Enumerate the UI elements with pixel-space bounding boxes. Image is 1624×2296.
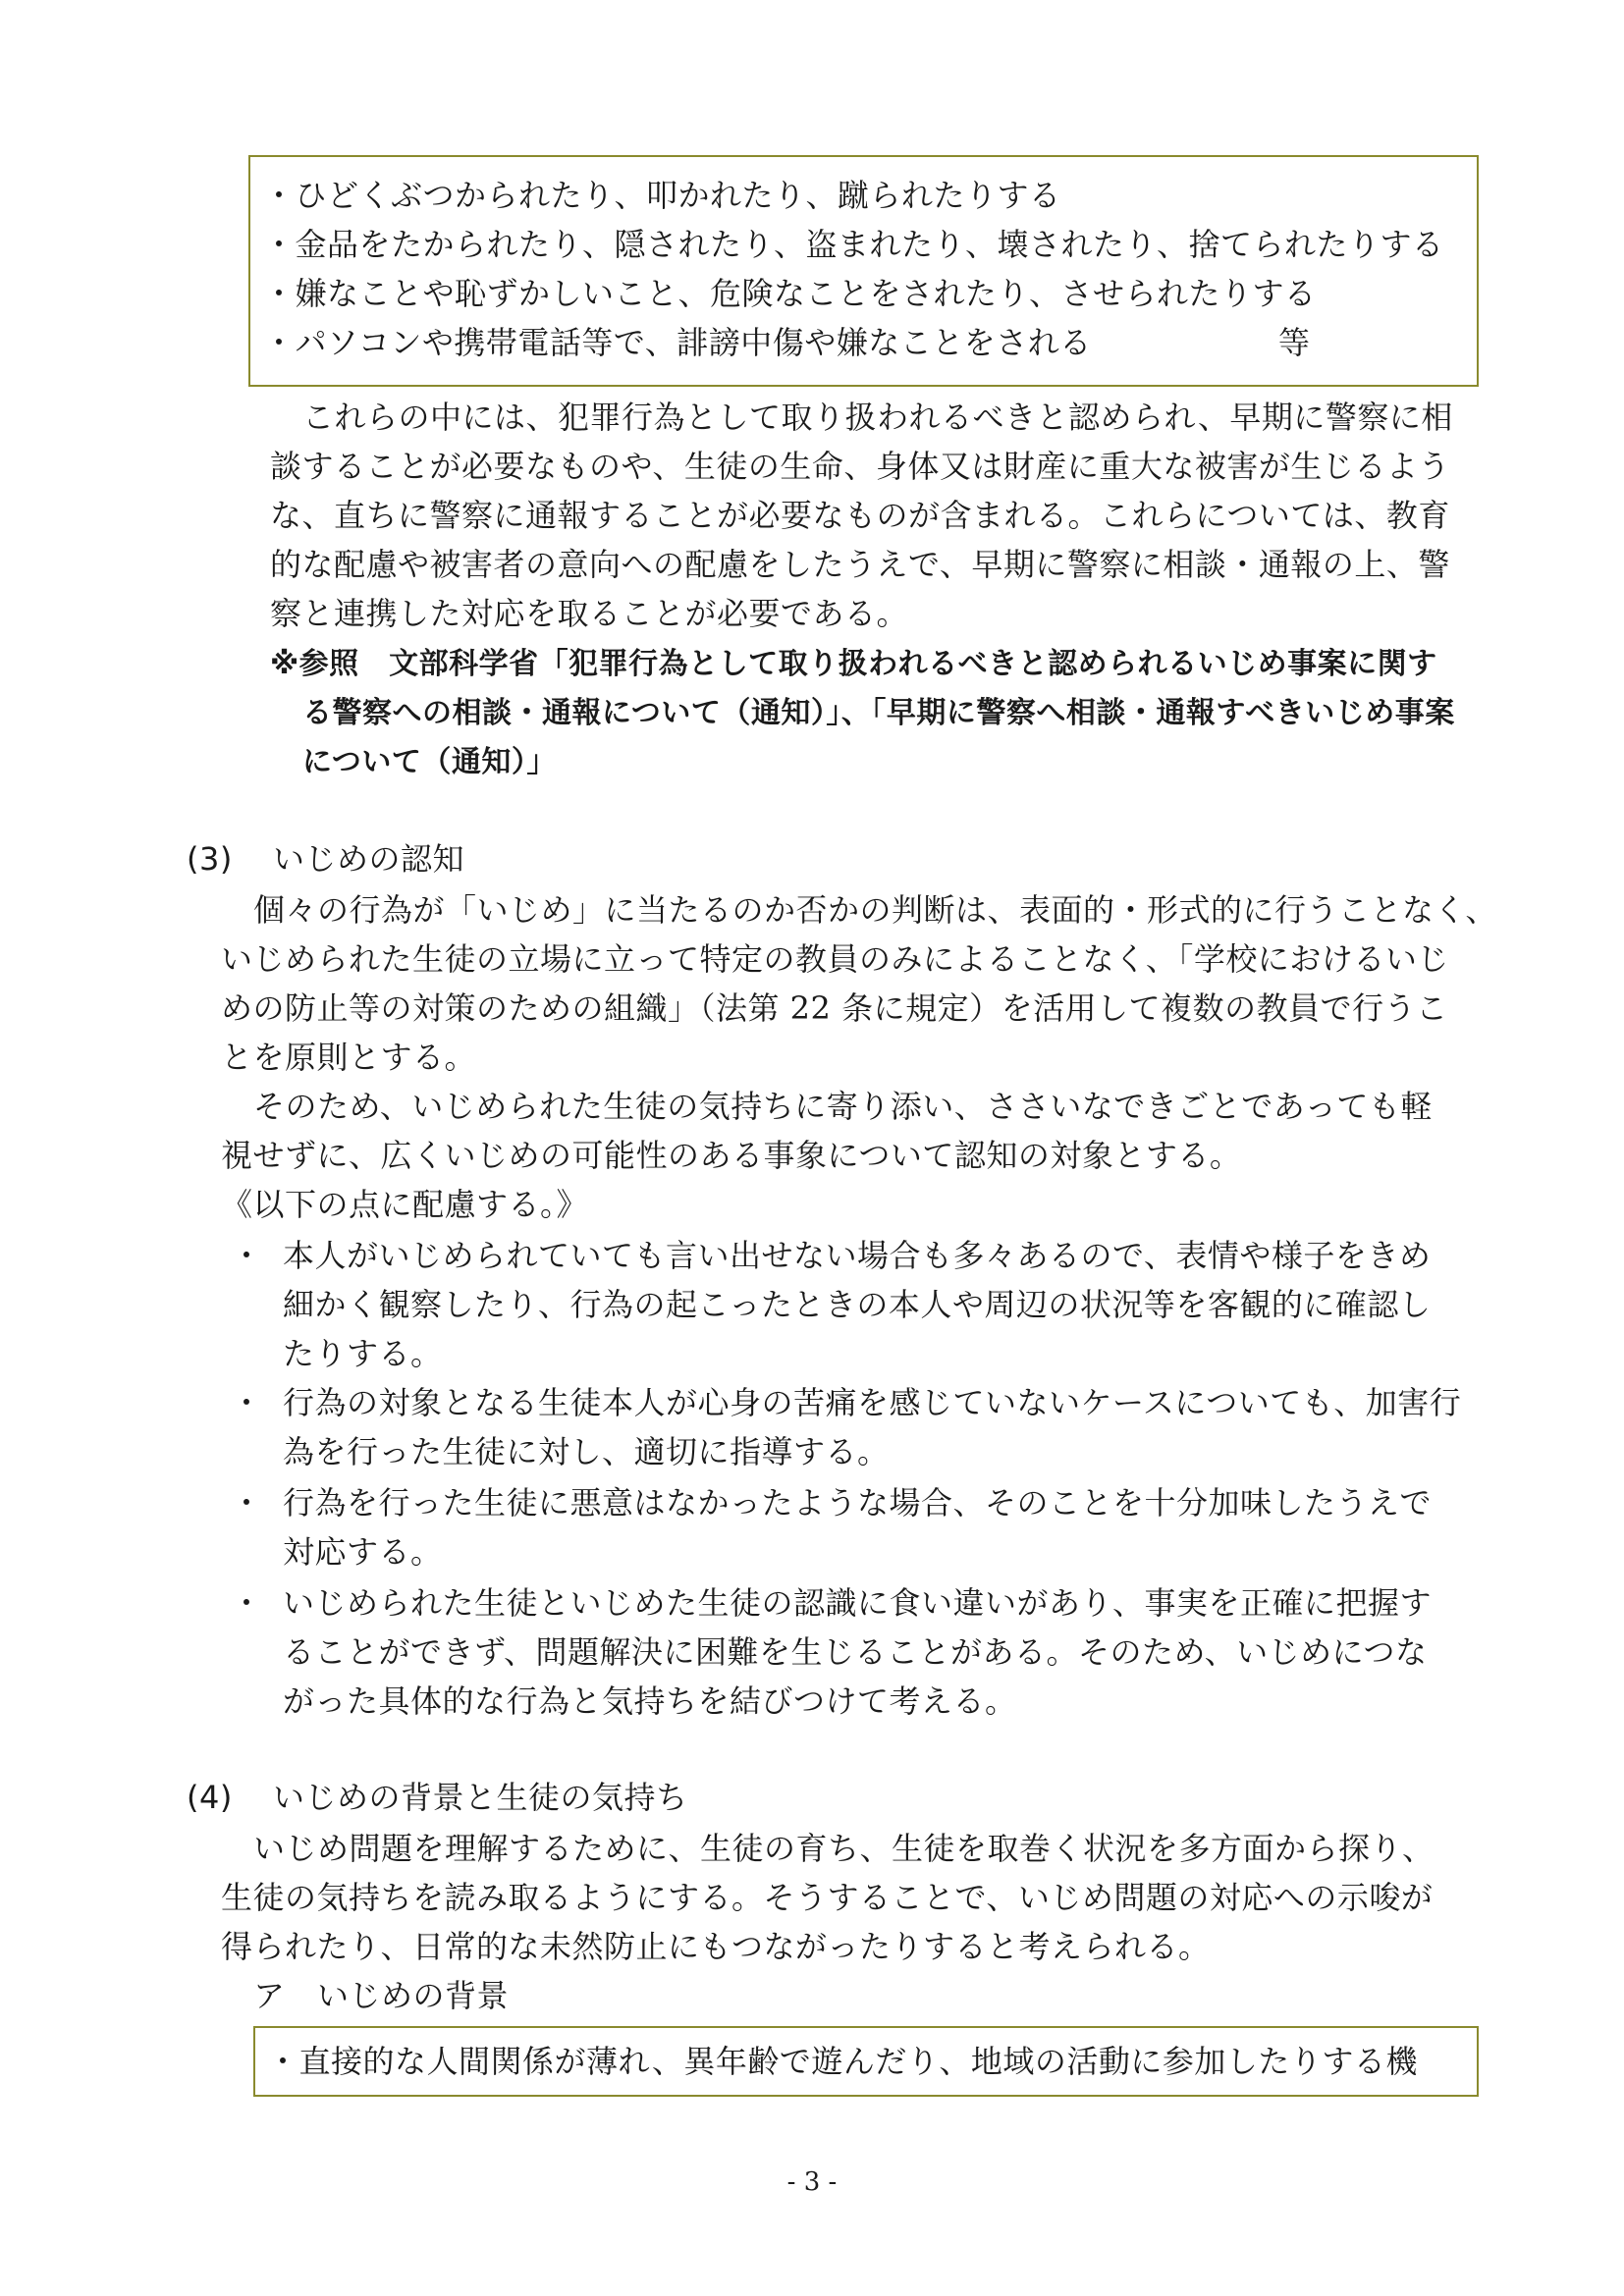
bullet-line: いじめられた生徒といじめた生徒の認識に食い違いがあり、事実を正確に把握す — [283, 1584, 1433, 1622]
reference-line: について（通知）」 — [302, 745, 557, 779]
bullet-marker: ・ — [231, 1584, 263, 1622]
bullet-line: ることができず、問題解決に困難を生じることがある。そのため、いじめにつな — [283, 1633, 1428, 1671]
body-line: 的な配慮や被害者の意向への配慮をしたうえで、早期に警察に相談・通報の上、警 — [270, 546, 1450, 583]
bullet-line: 行為を行った生徒に悪意はなかったような場合、そのことを十分加味したうえで — [283, 1484, 1433, 1522]
section-number: (3) — [187, 840, 233, 878]
body-line: めの防止等の対策のための組織」（法第 22 条に規定）を活用して複数の教員で行うこ — [221, 989, 1448, 1027]
box-item: ・直接的な人間関係が薄れ、異年齢で遊んだり、地域の活動に参加したりする機 — [267, 2043, 1418, 2080]
body-line: これらの中には、犯罪行為として取り扱われるべきと認められ、早期に警察に相 — [302, 399, 1453, 436]
section-title: いじめの背景と生徒の気持ち — [273, 1779, 688, 1816]
body-line: 得られたり、日常的な未然防止にもつながったりすると考えられる。 — [221, 1928, 1211, 1965]
section-number: (4) — [187, 1779, 233, 1816]
bullet-marker: ・ — [231, 1384, 263, 1421]
body-line: 視せずに、広くいじめの可能性のある事象について認知の対象とする。 — [221, 1137, 1242, 1174]
body-line: そのため、いじめられた生徒の気持ちに寄り添い、ささいなできごとであっても軽 — [253, 1088, 1433, 1125]
body-line: 生徒の気持ちを読み取るようにする。そうすることで、いじめ問題の対応への示唆が — [221, 1879, 1434, 1916]
bullet-marker: ・ — [231, 1237, 263, 1274]
body-line: 談することが必要なものや、生徒の生命、身体又は財産に重大な被害が生じるよう — [270, 448, 1450, 485]
box-item: ・金品をたかられたり、隠されたり、盗まれたり、壊されたり、捨てられたりする — [263, 226, 1444, 263]
bullet-line: 細かく観察したり、行為の起こったときの本人や周辺の状況等を客観的に確認し — [283, 1286, 1432, 1323]
bullet-line: 対応する。 — [283, 1533, 443, 1571]
note-line: 《以下の点に配慮する。》 — [221, 1186, 589, 1223]
bullet-line: がった具体的な行為と気持ちを結びつけて考える。 — [283, 1682, 1017, 1720]
reference-line: ※参照 文部科学省「犯罪行為として取り扱われるべきと認められるいじめ事案に関す — [270, 647, 1437, 681]
box-item: ・嫌なことや恥ずかしいこと、危険なことをされたり、させられたりする — [263, 275, 1317, 312]
page-number: - 3 - — [786, 2167, 838, 2197]
box-item: ・パソコンや携帯電話等で、誹謗中傷や嫌なことをされる — [263, 324, 1092, 361]
subheading: ア いじめの背景 — [253, 1977, 510, 2014]
body-line: な、直ちに警察に通報することが必要なものが含まれる。これらについては、教育 — [270, 497, 1450, 534]
bullet-line: 本人がいじめられていても言い出せない場合も多々あるので、表情や様子をきめ — [283, 1237, 1432, 1274]
reference-line: る警察への相談・通報について（通知）」、「早期に警察へ相談・通報すべきいじめ事案 — [302, 696, 1455, 730]
box-item: ・ひどくぶつかられたり、叩かれたり、蹴られたりする — [263, 177, 1061, 214]
bullet-marker: ・ — [231, 1484, 263, 1522]
body-line: 察と連携した対応を取ることが必要である。 — [270, 595, 909, 632]
section-title: いじめの認知 — [273, 840, 465, 878]
body-line: 個々の行為が「いじめ」に当たるのか否かの判断は、表面的・形式的に行うことなく、 — [253, 891, 1497, 929]
bullet-line: 行為の対象となる生徒本人が心身の苦痛を感じていないケースについても、加害行 — [283, 1384, 1462, 1421]
body-line: いじめられた生徒の立場に立って特定の教員のみによることなく、「学校におけるいじ — [221, 940, 1449, 978]
bullet-line: 為を行った生徒に対し、適切に指導する。 — [283, 1433, 890, 1470]
box-etc: 等 — [1278, 324, 1311, 361]
body-line: とを原則とする。 — [221, 1039, 477, 1076]
bullet-line: たりする。 — [283, 1335, 443, 1372]
body-line: いじめ問題を理解するために、生徒の育ち、生徒を取巻く状況を多方面から探り、 — [253, 1830, 1435, 1867]
